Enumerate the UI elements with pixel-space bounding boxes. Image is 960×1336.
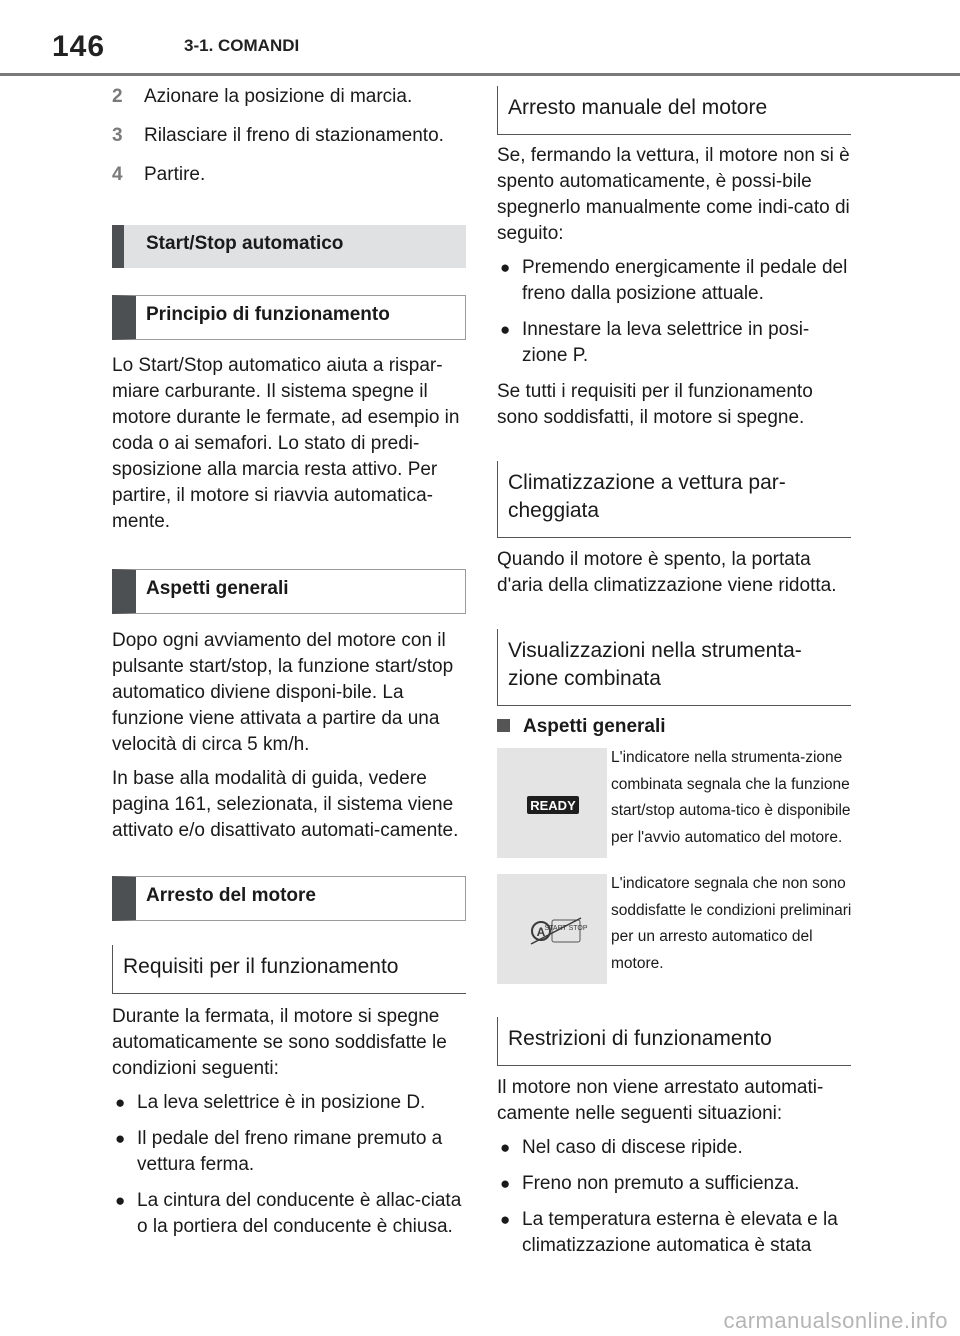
paragraph-climatizzazione: Quando il motore è spento, la portata d'aria della climatizzazione viene ridotta. — [497, 549, 837, 596]
list-item — [497, 1135, 851, 1161]
heading-restrizioni: Restrizioni di funzionamento — [497, 1017, 851, 1066]
section-heading-start-stop: Start/Stop automatico — [112, 225, 466, 268]
paragraph-manuale: Se, fermando la vettura, il motore non si è spento automaticamente, è possi-bile spegnerlo manualmente come indi-cato di seguito: — [497, 145, 850, 244]
step-item — [112, 162, 466, 188]
list-item — [497, 1171, 851, 1197]
section-title: 3-1. COMANDI — [184, 36, 300, 55]
bullet-icon: ● — [500, 320, 511, 339]
list-item — [497, 317, 851, 369]
right-column — [497, 86, 851, 1269]
list-item-text: La cintura del conducente è allac-ciata o la portiera del conducente è chiusa. — [137, 1190, 462, 1237]
watermark: carmanualsonline.info — [723, 1308, 948, 1333]
paragraph-restrizioni: Il motore non viene arrestato automati-camente nelle seguenti situazioni: — [497, 1077, 824, 1124]
list-item-text: Innestare la leva selettrice in posi-zione P. — [522, 319, 810, 366]
list-item — [112, 1090, 466, 1116]
subheading-aspetti-generali — [497, 714, 851, 740]
list-item-text: Nel caso di discese ripide. — [522, 1137, 743, 1158]
list-item-text: Freno non premuto a sufficienza. — [522, 1173, 800, 1194]
step-number: 4 — [112, 164, 123, 185]
svg-text:A: A — [536, 925, 546, 939]
list-item — [497, 255, 851, 307]
bullet-icon: ● — [500, 1210, 511, 1229]
subheading-text: Aspetti generali — [523, 716, 666, 737]
paragraph-aspetti-2: In base alla modalità di guida, vedere pagina 161, selezionata, il sistema viene attivato e/o disattivato automati-camente. — [112, 768, 459, 841]
list-item-text: La leva selettrice è in posizione D. — [137, 1092, 426, 1113]
heading-visualizzazioni: Visualizzazioni nella strumenta-zione combinata — [497, 629, 851, 706]
paragraph-aspetti-1: Dopo ogni avviamento del motore con il pulsante start/stop, la funzione start/stop automatico diviene disponi-bile. La funzione viene attivata a partire da una velocità di circa 5 km/h. — [112, 630, 454, 755]
heading-arresto-manuale: Arresto manuale del motore — [497, 86, 851, 135]
paragraph-manuale-2: Se tutti i requisiti per il funzionamento sono soddisfatti, il motore si spegne. — [497, 381, 813, 428]
ready-label: READY — [530, 798, 576, 813]
step-number: 2 — [112, 86, 123, 107]
step-item — [112, 123, 466, 149]
bullet-icon: ● — [115, 1093, 126, 1112]
header-divider — [0, 73, 960, 76]
page-number: 146 — [52, 30, 106, 63]
heading-aspetti-generali: Aspetti generali — [112, 569, 466, 614]
list-item — [112, 1126, 466, 1178]
heading-requisiti: Requisiti per il funzionamento — [112, 945, 466, 994]
paragraph-requisiti: Durante la fermata, il motore si spegne automaticamente se sono soddisfatte le condizioni seguenti: — [112, 1006, 447, 1079]
step-number: 3 — [112, 125, 123, 146]
list-item-text: La temperatura esterna è elevata e la climatizzazione automatica è stata — [522, 1209, 838, 1256]
list-item-text: Premendo energicamente il pedale del freno dalla posizione attuale. — [522, 257, 848, 304]
list-item-text: Il pedale del freno rimane premuto a vettura ferma. — [137, 1128, 443, 1175]
bullet-icon: ● — [500, 258, 511, 277]
list-item — [497, 1207, 851, 1259]
ready-indicator-icon — [497, 748, 607, 858]
heading-principio: Principio di funzionamento — [112, 295, 466, 340]
indicator-row — [497, 748, 851, 870]
start-stop-label: START STOP — [544, 925, 588, 932]
square-bullet-icon — [497, 719, 510, 732]
step-text: Partire. — [144, 164, 206, 185]
bullet-icon: ● — [115, 1191, 126, 1210]
indicator-description: L'indicatore segnala che non sono soddisfatte le condizioni preliminari per un arresto automatico del motore. — [611, 875, 852, 972]
list-item — [112, 1188, 466, 1240]
bullet-icon: ● — [500, 1138, 511, 1157]
paragraph-principio: Lo Start/Stop automatico aiuta a rispar-miare carburante. Il sistema spegne il motore durante le fermate, ad esempio in coda o ai semafori. Lo stato di predi-sposizione alla marcia resta attivo. Per partire, il motore si riavvia automatica-mente. — [112, 355, 460, 532]
heading-climatizzazione: Climatizzazione a vettura par-cheggiata — [497, 461, 851, 538]
left-column — [112, 84, 466, 1250]
start-stop-off-indicator-icon — [497, 874, 607, 984]
bullet-icon: ● — [500, 1174, 511, 1193]
heading-arresto-motore: Arresto del motore — [112, 876, 466, 921]
indicator-row — [497, 874, 851, 996]
bullet-icon: ● — [115, 1129, 126, 1148]
step-text: Rilasciare il freno di stazionamento. — [144, 125, 444, 146]
step-item — [112, 84, 466, 110]
indicator-description: L'indicatore nella strumenta-zione combinata segnala che la funzione start/stop automa-tico è disponibile per l'avvio automatico del motore. — [611, 749, 851, 846]
step-text: Azionare la posizione di marcia. — [144, 86, 413, 107]
